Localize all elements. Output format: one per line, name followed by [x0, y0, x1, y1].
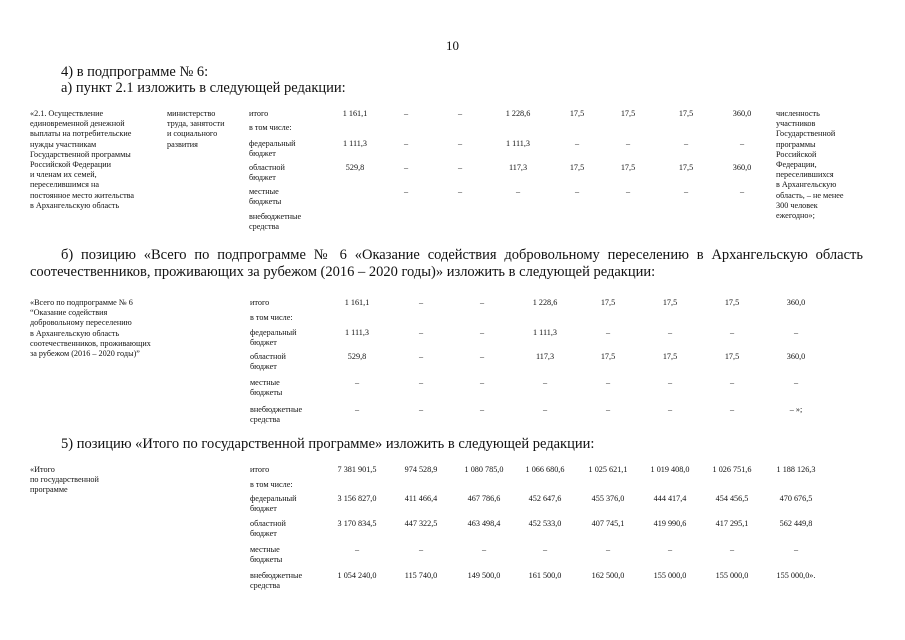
value-cell: 562 449,8 — [779, 519, 813, 528]
intro-line-1: 4) в подпрограмме № 6: — [61, 64, 209, 80]
value-cell: 417 295,1 — [715, 519, 749, 528]
value-cell: – — [515, 187, 521, 196]
page-number: 10 — [446, 38, 459, 53]
value-cell: 115 740,0 — [404, 571, 438, 580]
value-cell: – — [457, 163, 463, 172]
row-label: внебюджетные средства — [250, 571, 303, 591]
value-cell: 463 498,4 — [467, 519, 501, 528]
value-cell: 444 417,4 — [653, 494, 687, 503]
value-cell: – — [542, 405, 548, 414]
value-cell: 17,5 — [662, 298, 678, 307]
value-cell: – — [479, 298, 485, 307]
value-cell: – — [479, 405, 485, 414]
row-label: итого — [250, 465, 270, 474]
value-cell: – — [457, 139, 463, 148]
value-cell: – — [605, 378, 611, 387]
value-cell: – — [667, 378, 673, 387]
value-cell: – — [418, 405, 424, 414]
value-cell: 17,5 — [569, 163, 585, 172]
value-cell: 467 786,6 — [467, 494, 501, 503]
value-cell: 447 322,5 — [404, 519, 438, 528]
value-cell: 17,5 — [678, 163, 694, 172]
value-cell: – — [354, 378, 360, 387]
value-cell: – — [418, 545, 424, 554]
row-label: федеральный бюджет — [250, 328, 297, 348]
value-cell: 1 019 408,0 — [650, 465, 690, 474]
value-cell: 1 054 240,0 — [337, 571, 377, 580]
row-label: итого — [250, 298, 270, 307]
value-cell: 1 228,6 — [532, 298, 558, 307]
value-cell: – — [354, 405, 360, 414]
section2-heading: б) позицию «Всего по подпрограмме № 6 «Оказание содействия добровольному переселению в Архангельскую область — [61, 247, 863, 263]
value-cell: – »; — [789, 405, 803, 414]
intro-line-2: а) пункт 2.1 изложить в следующей редакции: — [61, 80, 346, 96]
section3-name: «Итого по государственной программе — [30, 465, 99, 495]
value-cell: 1 111,3 — [343, 139, 367, 148]
value-cell: 1 188 126,3 — [776, 465, 816, 474]
value-cell: 1 025 621,1 — [588, 465, 628, 474]
value-cell: 7 381 901,5 — [337, 465, 377, 474]
value-cell: 17,5 — [662, 352, 678, 361]
value-cell: 17,5 — [724, 352, 740, 361]
value-cell: 974 528,9 — [404, 465, 438, 474]
row-label: в том числе: — [249, 123, 292, 132]
value-cell: – — [667, 328, 673, 337]
value-cell: – — [683, 187, 689, 196]
row-label: местные бюджеты — [250, 545, 283, 565]
value-cell: 1 111,3 — [533, 328, 557, 337]
value-cell: – — [625, 139, 631, 148]
value-cell: – — [481, 545, 487, 554]
value-cell: – — [793, 328, 799, 337]
value-cell: – — [542, 545, 548, 554]
value-cell: – — [574, 139, 580, 148]
value-cell: – — [605, 545, 611, 554]
value-cell: 1 080 785,0 — [464, 465, 504, 474]
value-cell: – — [418, 352, 424, 361]
row-label: итого — [249, 109, 269, 118]
value-cell: 149 500,0 — [467, 571, 501, 580]
value-cell: 162 500,0 — [591, 571, 625, 580]
value-cell: 407 745,1 — [591, 519, 625, 528]
value-cell: 1 161,1 — [344, 298, 370, 307]
value-cell: 455 376,0 — [591, 494, 625, 503]
value-cell: – — [729, 328, 735, 337]
row-label: в том числе: — [250, 480, 293, 489]
value-cell: 419 990,6 — [653, 519, 687, 528]
value-cell: – — [729, 405, 735, 414]
value-cell: 3 170 834,5 — [337, 519, 377, 528]
value-cell: – — [457, 187, 463, 196]
row-label: местные бюджеты — [249, 187, 282, 207]
row-label: областной бюджет — [250, 519, 286, 539]
value-cell: 529,8 — [347, 352, 367, 361]
value-cell: 454 456,5 — [715, 494, 749, 503]
value-cell: 3 156 827,0 — [337, 494, 377, 503]
value-cell: 17,5 — [620, 109, 636, 118]
value-cell: 360,0 — [732, 109, 752, 118]
value-cell: 161 500,0 — [528, 571, 562, 580]
value-cell: – — [729, 545, 735, 554]
row-label: внебюджетные средства — [249, 212, 302, 232]
value-cell: 155 000,0 — [715, 571, 749, 580]
value-cell: 529,8 — [345, 163, 365, 172]
value-cell: 17,5 — [620, 163, 636, 172]
value-cell: 452 647,6 — [528, 494, 562, 503]
value-cell: 17,5 — [724, 298, 740, 307]
value-cell: 17,5 — [569, 109, 585, 118]
value-cell: 155 000,0 — [653, 571, 687, 580]
value-cell: 411 466,4 — [404, 494, 438, 503]
value-cell: 117,3 — [535, 352, 555, 361]
row-label: федеральный бюджет — [249, 139, 296, 159]
value-cell: 360,0 — [786, 352, 806, 361]
value-cell: – — [418, 328, 424, 337]
value-cell: 470 676,5 — [779, 494, 813, 503]
value-cell: – — [605, 328, 611, 337]
value-cell: 155 000,0». — [776, 571, 816, 580]
value-cell: – — [403, 187, 409, 196]
value-cell: 1 228,6 — [505, 109, 531, 118]
value-cell: – — [403, 139, 409, 148]
value-cell: – — [793, 545, 799, 554]
value-cell: 17,5 — [600, 352, 616, 361]
row-label: областной бюджет — [250, 352, 286, 372]
section1-executor: министерство труда, занятости и социального развития — [167, 109, 225, 149]
value-cell: – — [667, 545, 673, 554]
value-cell: – — [354, 545, 360, 554]
row-label: федеральный бюджет — [250, 494, 297, 514]
section3-heading: 5) позицию «Итого по государственной программе» изложить в следующей редакции: — [61, 436, 595, 452]
row-label: внебюджетные средства — [250, 405, 303, 425]
row-label: областной бюджет — [249, 163, 285, 183]
value-cell: 452 533,0 — [528, 519, 562, 528]
value-cell: 17,5 — [600, 298, 616, 307]
value-cell: – — [542, 378, 548, 387]
value-cell: – — [683, 139, 689, 148]
value-cell: – — [403, 109, 409, 118]
section2-name: «Всего по подпрограмме № 6 “Оказание содействия добровольному переселению в Архангельскую область соотечественников, проживающих за рубежом (2016 – 2020 годы)” — [30, 298, 151, 359]
value-cell: – — [793, 378, 799, 387]
section1-name: «2.1. Осуществление единовременной денежной выплаты на потребительские нужды участникам Государственной программы Российской Федерации и членам их семей, переселившимся на постоянное место жительства в Архангельскую область — [30, 109, 135, 210]
value-cell: – — [403, 163, 409, 172]
section2-heading-line2: соотечественников, проживающих за рубежом (2016 – 2020 годы)» изложить в следующей редакции: — [30, 264, 656, 280]
value-cell: – — [479, 378, 485, 387]
value-cell: – — [739, 187, 745, 196]
value-cell: 1 066 680,6 — [525, 465, 565, 474]
value-cell: – — [605, 405, 611, 414]
value-cell: – — [457, 109, 463, 118]
value-cell: 117,3 — [508, 163, 528, 172]
section1-target: численность участников Государственной программы Российской Федерации, переселившихся в Архангельскую область, – не менее 300 человек ежегодно»; — [776, 109, 844, 221]
value-cell: 360,0 — [786, 298, 806, 307]
value-cell: 1 161,1 — [342, 109, 368, 118]
value-cell: 1 026 751,6 — [712, 465, 752, 474]
value-cell: 17,5 — [678, 109, 694, 118]
value-cell: – — [739, 139, 745, 148]
value-cell: – — [667, 405, 673, 414]
value-cell: – — [574, 187, 580, 196]
row-label: в том числе: — [250, 313, 293, 322]
value-cell: – — [418, 298, 424, 307]
value-cell: 1 111,3 — [345, 328, 369, 337]
value-cell: – — [479, 352, 485, 361]
value-cell: – — [729, 378, 735, 387]
value-cell: – — [418, 378, 424, 387]
row-label: местные бюджеты — [250, 378, 283, 398]
value-cell: – — [625, 187, 631, 196]
value-cell: 360,0 — [732, 163, 752, 172]
value-cell: – — [479, 328, 485, 337]
value-cell: 1 111,3 — [506, 139, 530, 148]
